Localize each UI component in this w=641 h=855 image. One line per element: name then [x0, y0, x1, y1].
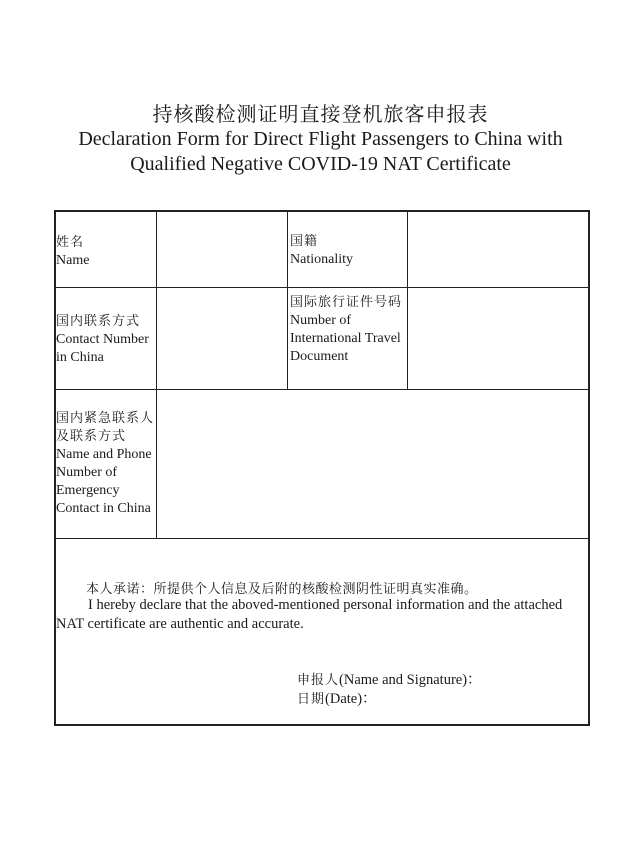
travel-doc-label-cn: 国际旅行证件号码 — [290, 295, 403, 310]
table-border-bottom — [54, 724, 590, 726]
declaration-text-en: I hereby declare that the aboved-mentioned personal information and the attached NAT certificate are authentic and accurate. — [56, 597, 563, 632]
name-label — [56, 234, 154, 270]
col-divider-1 — [156, 210, 157, 539]
signature-label-cn: 申报人 — [297, 673, 340, 688]
nationality-label — [290, 233, 406, 269]
row-divider-2 — [54, 389, 589, 390]
date-label-en: (Date)： — [325, 691, 377, 707]
declaration-text-cn: 本人承诺：所提供个人信息及后附的核酸检测阴性证明真实准确。 — [86, 582, 478, 597]
emergency-label-en: Name and Phone Number of Emergency Contact in China — [56, 447, 152, 516]
contact-label-cn: 国内联系方式 — [56, 314, 141, 329]
declaration-form-table — [54, 210, 589, 725]
travel-doc-label — [290, 294, 406, 366]
name-label-en: Name — [56, 253, 90, 268]
contact-label — [56, 313, 156, 367]
name-label-cn: 姓名 — [56, 235, 85, 250]
travel-doc-field[interactable] — [409, 289, 587, 388]
emergency-label-cn: 国内紧急联系人及联系方式 — [56, 411, 155, 444]
date-label-cn: 日期 — [297, 692, 326, 707]
travel-doc-label-en: Number of International Travel Document — [290, 313, 401, 364]
signature-label-en: (Name and Signature)： — [339, 672, 482, 688]
nationality-label-cn: 国籍 — [290, 234, 319, 249]
nationality-label-en: Nationality — [290, 252, 353, 267]
emergency-field[interactable] — [158, 391, 587, 537]
row-divider-3 — [54, 538, 589, 539]
form-title-en-line2: Qualified Negative COVID-19 NAT Certificate — [130, 153, 511, 175]
emergency-label — [56, 410, 156, 518]
nationality-field[interactable] — [409, 212, 587, 286]
contact-label-en: Contact Number in China — [56, 332, 149, 365]
form-title-cn: 持核酸检测证明直接登机旅客申报表 — [152, 102, 489, 126]
contact-field[interactable] — [158, 289, 286, 388]
name-field[interactable] — [158, 212, 286, 286]
date-line[interactable] — [297, 687, 377, 708]
form-title-en-line1: Declaration Form for Direct Flight Passengers to China with — [78, 128, 563, 150]
row-divider-1 — [54, 287, 589, 288]
col-divider-3 — [407, 210, 408, 390]
col-divider-2 — [287, 210, 288, 390]
signature-line[interactable] — [297, 668, 482, 689]
